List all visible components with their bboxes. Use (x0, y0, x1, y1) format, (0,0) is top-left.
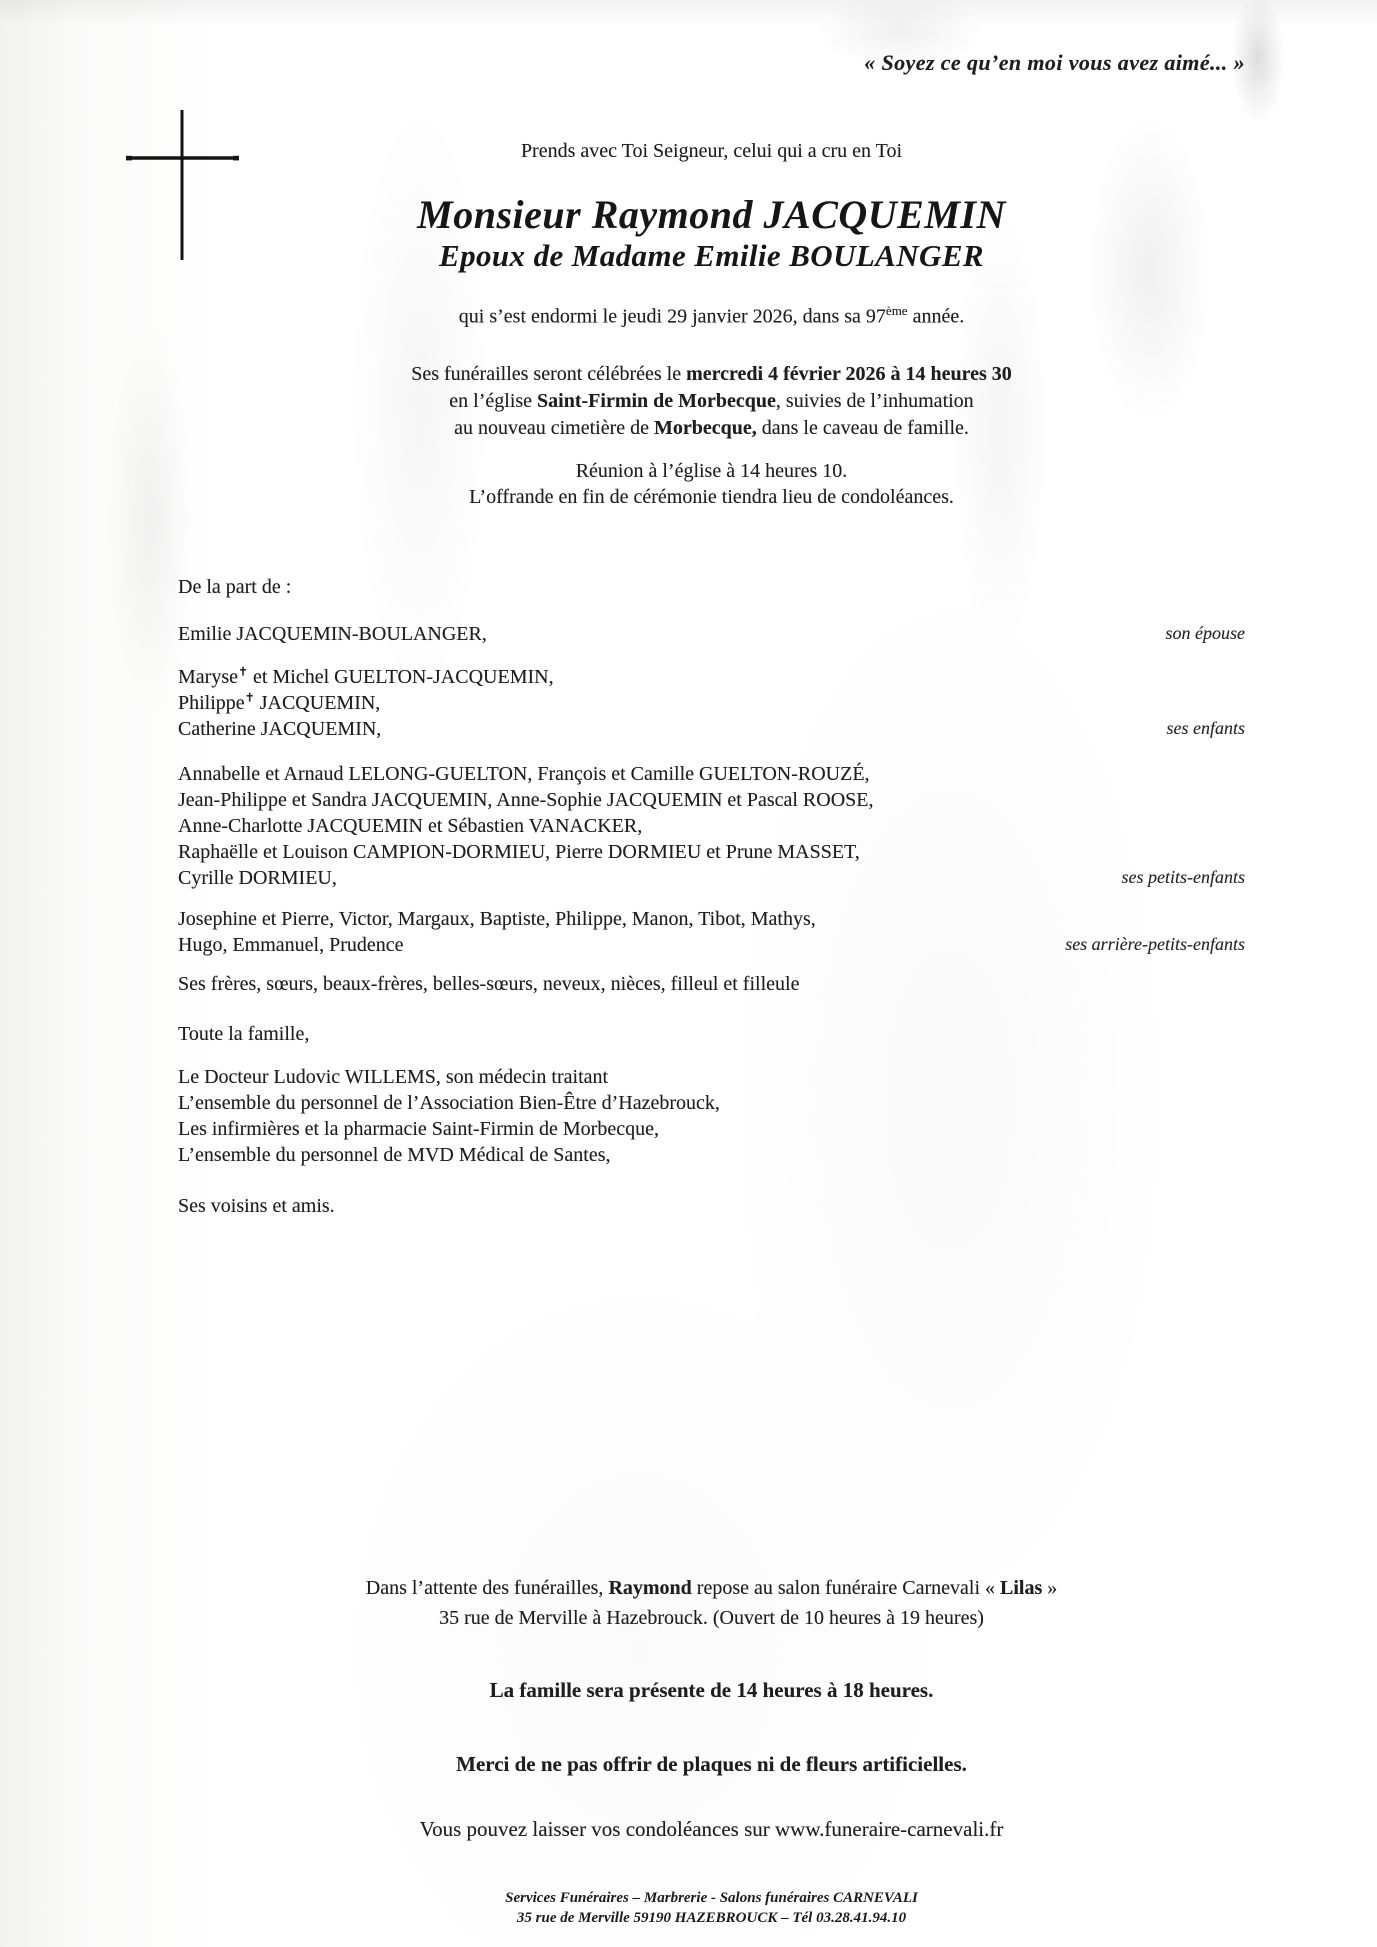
relation-label: son épouse (1165, 622, 1245, 643)
relation-label: ses arrière-petits-enfants (1065, 933, 1245, 954)
family-line: Ses frères, sœurs, beaux-frères, belles-sœurs, neveux, nièces, filleul et filleule (178, 972, 800, 995)
church-suffix: , suivies de l’inhumation (775, 389, 974, 412)
relation-label: ses enfants (1166, 717, 1245, 738)
relation-label: ses petits-enfants (1121, 866, 1245, 887)
family-group (178, 971, 1245, 997)
deceased-cross-icon: ✝ (237, 664, 249, 678)
family-groups (178, 621, 1245, 1219)
family-line: L’ensemble du personnel de l’Association Bien-Être d’Hazebrouck, (178, 1091, 720, 1114)
family-group (178, 906, 1245, 958)
death-text-end: année. (907, 305, 965, 328)
deceased-cross-icon: ✝ (244, 690, 255, 704)
family-line: Le Docteur Ludovic WILLEMS, son médecin traitant (178, 1065, 609, 1088)
no-flowers-notice: Merci de ne pas offrir de plaques ni de fleurs artificielles. (456, 1751, 967, 1776)
spouse-line: Epoux de Madame Emilie BOULANGER (439, 238, 984, 273)
church-intro: en l’église (449, 389, 538, 412)
offering-line: L’offrande en fin de cérémonie tiendra lieu de condoléances. (469, 485, 954, 508)
meeting-block (178, 458, 1245, 510)
deceased-name: Monsieur Raymond JACQUEMIN (417, 192, 1006, 237)
family-line: Emilie JACQUEMIN-BOULANGER, (178, 622, 487, 645)
family-line: Philippe✝ JACQUEMIN, (178, 690, 381, 714)
footer-services-line: Services Funéraires – Marbrerie - Salons funéraires CARNEVALI (505, 1889, 918, 1906)
wake-mid: repose au salon funéraire Carnevali « (691, 1576, 1000, 1599)
ceremony-intro: Ses funérailles seront célébrées le (411, 362, 687, 385)
family-line: Toute la famille, (178, 1022, 310, 1045)
family-line: Cyrille DORMIEU, (178, 866, 337, 889)
funeral-home-footer (178, 1888, 1245, 1928)
family-line: Annabelle et Arnaud LELONG-GUELTON, François et Camille GUELTON-ROUZÉ, (178, 762, 870, 785)
family-group (178, 621, 1245, 647)
church-name: Saint-Firmin de Morbecque (537, 389, 776, 412)
family-presence-notice: La famille sera présente de 14 heures à 18 heures. (489, 1677, 934, 1702)
family-line: Maryse✝ et Michel GUELTON-JACQUEMIN, (178, 664, 554, 688)
death-text: qui s’est endormi le jeudi 29 janvier 2026, dans sa 97 (458, 305, 886, 328)
ceremony-line-3 (178, 415, 1245, 442)
ceremony-line-1 (178, 361, 1245, 388)
family-line: Catherine JACQUEMIN, (178, 717, 382, 740)
family-line: Josephine et Pierre, Victor, Margaux, Baptiste, Philippe, Manon, Tibot, Mathys, (178, 907, 816, 930)
meeting-line: Réunion à l’église à 14 heures 10. (575, 459, 848, 482)
wake-block (178, 1573, 1245, 1633)
wake-intro: Dans l’attente des funérailles, (365, 1576, 609, 1599)
cemetery-name: Morbecque, (654, 416, 757, 439)
family-line: Les infirmières et la pharmacie Saint-Firmin de Morbecque, (178, 1117, 659, 1140)
family-line: Hugo, Emmanuel, Prudence (178, 933, 404, 956)
family-group (178, 1193, 1245, 1219)
family-group (178, 761, 1245, 891)
deceased-first-name: Raymond (608, 1576, 692, 1599)
invocation-line: Prends avec Toi Seigneur, celui qui a cru en Toi (520, 140, 903, 162)
ceremony-date: mercredi 4 février 2026 à 14 heures 30 (686, 362, 1012, 385)
ceremony-line-2 (178, 388, 1245, 415)
family-line: Jean-Philippe et Sandra JACQUEMIN, Anne-Sophie JACQUEMIN et Pascal ROOSE, (178, 788, 874, 811)
devotional-quote: « Soyez ce qu’en moi vous avez aimé... » (864, 50, 1245, 75)
cemetery-suffix: dans le caveau de famille. (756, 416, 969, 439)
family-line: L’ensemble du personnel de MVD Médical de Santes, (178, 1143, 611, 1166)
footer-address-line: 35 rue de Merville 59190 HAZEBROUCK – Tél 03.28.41.94.10 (516, 1909, 907, 1926)
family-group (178, 664, 1245, 742)
family-line: Anne-Charlotte JACQUEMIN et Sébastien VANACKER, (178, 814, 643, 837)
family-intro: De la part de : (178, 575, 292, 598)
online-condolences-line: Vous pouvez laisser vos condoléances sur www.funeraire-carnevali.fr (419, 1816, 1004, 1841)
death-line (178, 298, 1245, 330)
wake-address: 35 rue de Merville à Hazebrouck. (Ouvert de 10 heures à 19 heures) (439, 1606, 984, 1629)
family-line: Raphaëlle et Louison CAMPION-DORMIEU, Pierre DORMIEU et Prune MASSET, (178, 840, 860, 863)
wake-end: » (1042, 1576, 1058, 1599)
salon-name: Lilas (1000, 1576, 1043, 1599)
ceremony-details (178, 361, 1245, 442)
family-group (178, 1064, 1245, 1168)
ordinal-suffix: ème (885, 303, 908, 318)
wake-line-1 (178, 1573, 1245, 1603)
cemetery-intro: au nouveau cimetière de (454, 416, 654, 439)
family-line: Ses voisins et amis. (178, 1194, 335, 1217)
family-group (178, 1021, 1245, 1047)
